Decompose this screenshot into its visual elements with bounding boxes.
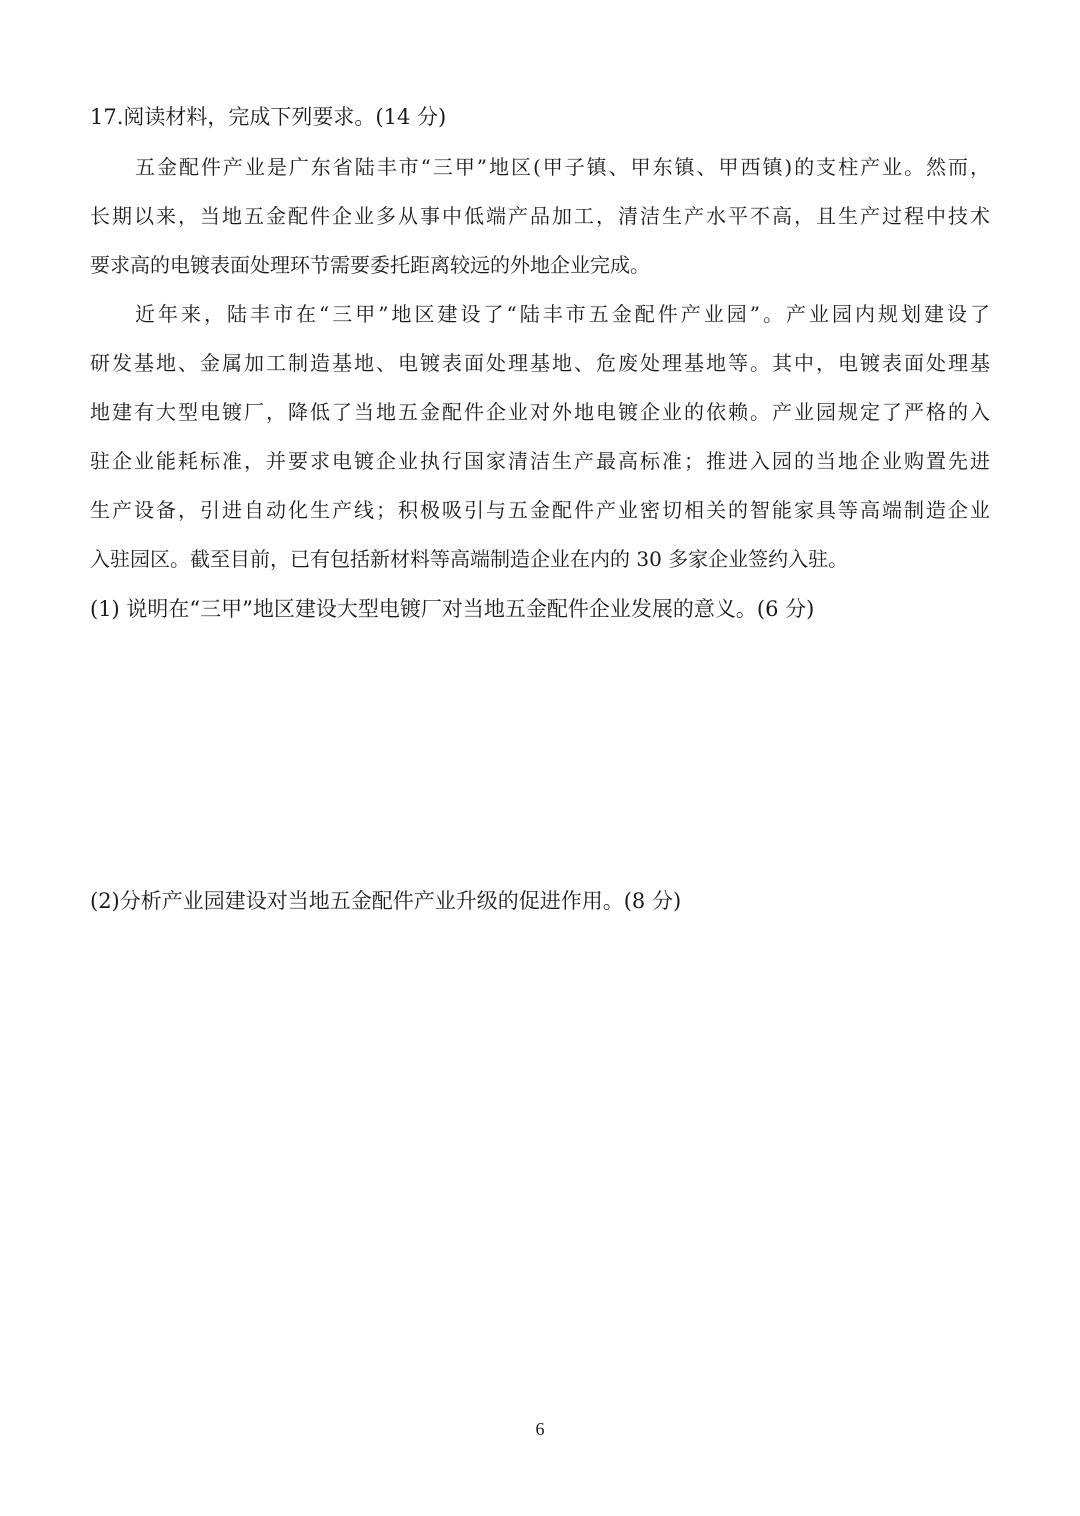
- paragraph-1-line-1: 五金配件产业是广东省陆丰市“三甲”地区(甲子镇、甲东镇、甲西镇)的支柱产业。然而，: [135, 155, 990, 179]
- paragraph-2-line-3: 地建有大型电镀厂，降低了当地五金配件企业对外地电镀企业的依赖。产业园规定了严格的入: [90, 400, 990, 424]
- paragraph-2-line-5: 生产设备，引进自动化生产线；积极吸引与五金配件产业密切相关的智能家具等高端制造企业: [90, 498, 990, 522]
- paragraph-1-line-3: 要求高的电镀表面处理环节需要委托距离较远的外地企业完成。: [90, 253, 650, 277]
- paragraph-2-line-6: 入驻园区。截至目前，已有包括新材料等高端制造企业在内的 30 多家企业签约入驻。: [90, 547, 849, 571]
- question-title: 17.阅读材料，完成下列要求。(14 分): [90, 105, 447, 129]
- paragraph-1-line-2: 长期以来，当地五金配件企业多从事中低端产品加工，清洁生产水平不高，且生产过程中技术: [90, 204, 990, 228]
- sub-question-2: (2)分析产业园建设对当地五金配件产业升级的促进作用。(8 分): [90, 889, 682, 913]
- paragraph-2-line-4: 驻企业能耗标准，并要求电镀企业执行国家清洁生产最高标准；推进入园的当地企业购置先进: [90, 449, 990, 473]
- paragraph-2-line-1: 近年来，陆丰市在“三甲”地区建设了“陆丰市五金配件产业园”。产业园内规划建设了: [135, 302, 990, 326]
- answer-space-2[interactable]: [90, 932, 990, 1392]
- paragraph-2-line-2: 研发基地、金属加工制造基地、电镀表面处理基地、危废处理基地等。其中，电镀表面处理基: [90, 351, 990, 375]
- page-number: 6: [535, 1419, 545, 1439]
- answer-space-1[interactable]: [90, 640, 990, 870]
- sub-question-1: (1) 说明在“三甲”地区建设大型电镀厂对当地五金配件企业发展的意义。(6 分): [90, 597, 815, 621]
